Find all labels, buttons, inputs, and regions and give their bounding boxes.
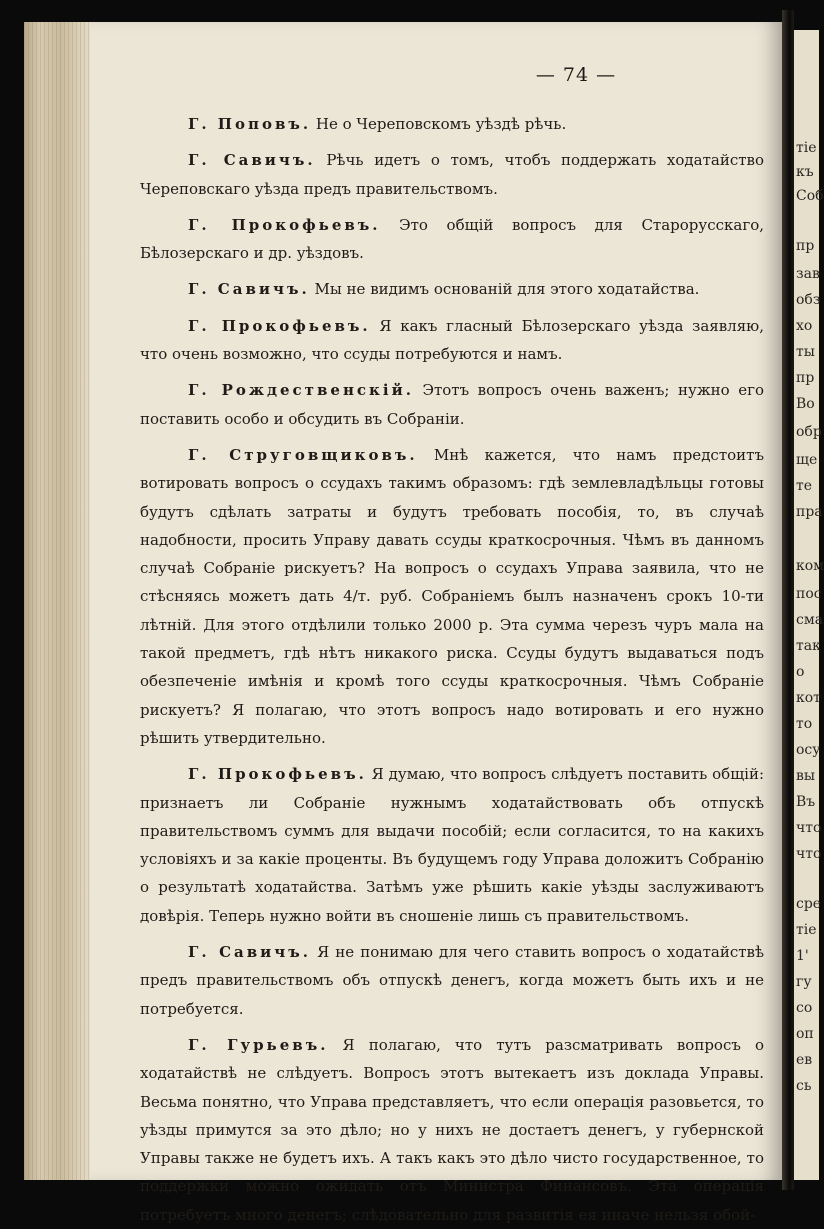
facing-page-text: хо [796,318,813,334]
facing-page-text: осу [796,742,821,758]
speaker-name: Г. Прокофьевъ. [188,215,381,234]
speech-text: Мнѣ кажется, что намъ предстоитъ вотировать вопросъ о ссудахъ такимъ образомъ: гдѣ землевладѣльцы готовы будутъ сдѣлать затраты и будутъ требовать пособія, то, въ случаѣ надобности, просить Управу давать ссуды краткосрочныя. Чѣмъ въ данномъ случаѣ Собраніе рискуетъ? На вопросъ о ссудахъ Управа заявила, что не стѣсняясь можетъ дать 4/т. руб. Собраніемъ былъ назначенъ срокъ 10-ти лѣтній. Для этого отдѣлили только 2000 р. Эта сумма черезъ чуръ мала на такой предметъ, гдѣ нѣтъ никакого риска. Ссуды будутъ выдаваться подъ обезпеченіе имѣнія и кромѣ того ссуды краткосрочныя. Чѣмъ Собраніе рискуетъ? Я полагаю, что этотъ вопросъ надо вотировать и его нужно рѣшить утвердительно. [140,445,764,747]
facing-page-text: о [796,664,805,680]
facing-page-text: пос [796,586,822,602]
facing-page-text: тіе [796,140,817,156]
facing-page-text: то [796,716,813,732]
facing-page-text: сма [796,612,824,628]
facing-page-text: ще [796,452,818,468]
speech-text: Это общій вопросъ для Старорусскаго, Бѣлозерскаго и др. уѣздовъ. [140,215,764,263]
speech-paragraph [140,146,764,203]
speech-text: Не о Череповскомъ уѣздѣ рѣчь. [311,115,567,133]
speaker-name: Г. Савичъ. [188,151,316,170]
facing-page-text: кот [796,690,821,706]
facing-page-text: зав [796,266,820,282]
page-edge-stack [24,22,90,1180]
transcript-body [140,110,764,1229]
facing-page-text: Въ [796,794,816,810]
speech-paragraph [140,110,764,138]
speech-text: Я какъ гласный Бѣлозерскаго уѣзда заявляю, что очень возможно, что ссуды потребуются и намъ. [140,316,764,364]
facing-page-text: обр [796,424,822,440]
speech-paragraph [140,211,764,268]
facing-page-text: тіе [796,922,817,938]
facing-page-text: сре [796,896,822,912]
speech-text: Мы не видимъ основаній для этого ходатайства. [309,280,700,299]
facing-page-text: обз [796,292,821,308]
facing-page-text: ты [796,344,815,360]
facing-page-text: оп [796,1026,814,1042]
speech-text: Я полагаю, что тутъ разсматривать вопросъ о ходатайствѣ не слѣдуетъ. Вопросъ этотъ вытекаетъ изъ доклада Управы. Весьма понятно, что Управа представляетъ, что если операція разовьется, то уѣзды примутся за это дѣло; но у нихъ не достаетъ денегъ, у губернской Управы также не будетъ ихъ. А такъ какъ это дѣло чисто государственное, то поддержки можно ожидать отъ Министра Финансовъ. Эта операція потребуетъ много денегъ; слѣдовательно для развитія ея иначе нельзя обой- [140,1035,764,1224]
speaker-name: Г. Прокофьевъ. [188,316,371,335]
facing-page-text: ев [796,1052,813,1068]
facing-page-text: что [796,846,822,862]
speech-paragraph [140,441,764,752]
speaker-name: Г. Прокофьевъ. [188,765,367,784]
speech-paragraph [140,760,764,930]
facing-page-text: со [796,1000,813,1016]
page-number: — 74 — [535,64,617,86]
speaker-name: Г. Поповъ. [188,115,312,133]
page-header [90,64,782,86]
speaker-name: Г. Савичъ. [188,280,310,299]
speech-text: Рѣчь идетъ о томъ, чтобъ поддержать ходатайство Череповскаго уѣзда предъ правительствомъ. [140,151,765,198]
facing-page-text: сь [796,1078,812,1094]
book-gutter [782,10,794,1190]
facing-page-text: гу [796,974,812,990]
speech-paragraph [140,376,764,433]
facing-page-text: ком [796,558,824,574]
speech-paragraph [140,275,764,303]
facing-page-text: 1' [796,948,809,964]
speech-paragraph [140,312,764,369]
speech-text: Я не понимаю для чего ставить вопросъ о ходатайствѣ предъ правительствомъ объ отпускѣ денегъ, когда можетъ быть ихъ и не потребуется. [140,943,765,1018]
speech-paragraph [140,1031,764,1229]
speech-paragraph [140,938,764,1023]
speech-text: Я думаю, что вопросъ слѣдуетъ поставить общій: признаетъ ли Собраніе нужнымъ ходатайствовать объ отпускѣ правительствомъ суммъ для выдачи пособій; если согласится, то на какихъ условіяхъ и за какіе проценты. Въ будущемъ году Управа доложитъ Собранію о результатѣ ходатайства. Затѣмъ уже рѣшить какіе уѣзды заслуживаютъ довѣрія. Теперь нужно войти въ сношеніе лишь съ правительствомъ. [140,765,764,925]
speaker-name: Г. Савичъ. [188,943,312,962]
speaker-name: Г. Струговщиковъ. [188,445,418,464]
facing-page-text: что [796,820,822,836]
facing-page-text: Во [796,396,815,412]
facing-page-text: къ [796,164,814,180]
speech-text: Этотъ вопросъ очень важенъ; нужно его поставить особо и обсудить въ Собраніи. [140,381,764,428]
speaker-name: Г. Рождественскій. [188,381,414,400]
facing-page-text: пр [796,370,815,386]
facing-page-text: пра [796,504,823,520]
facing-page-text: пр [796,238,815,254]
facing-page-fragment [794,30,824,1180]
facing-page-text: те [796,478,813,494]
facing-page-text: вы [796,768,816,784]
speaker-name: Г. Гурьевъ. [188,1035,329,1054]
facing-page-text: так [796,638,821,654]
facing-page-text: Соб [796,188,824,204]
